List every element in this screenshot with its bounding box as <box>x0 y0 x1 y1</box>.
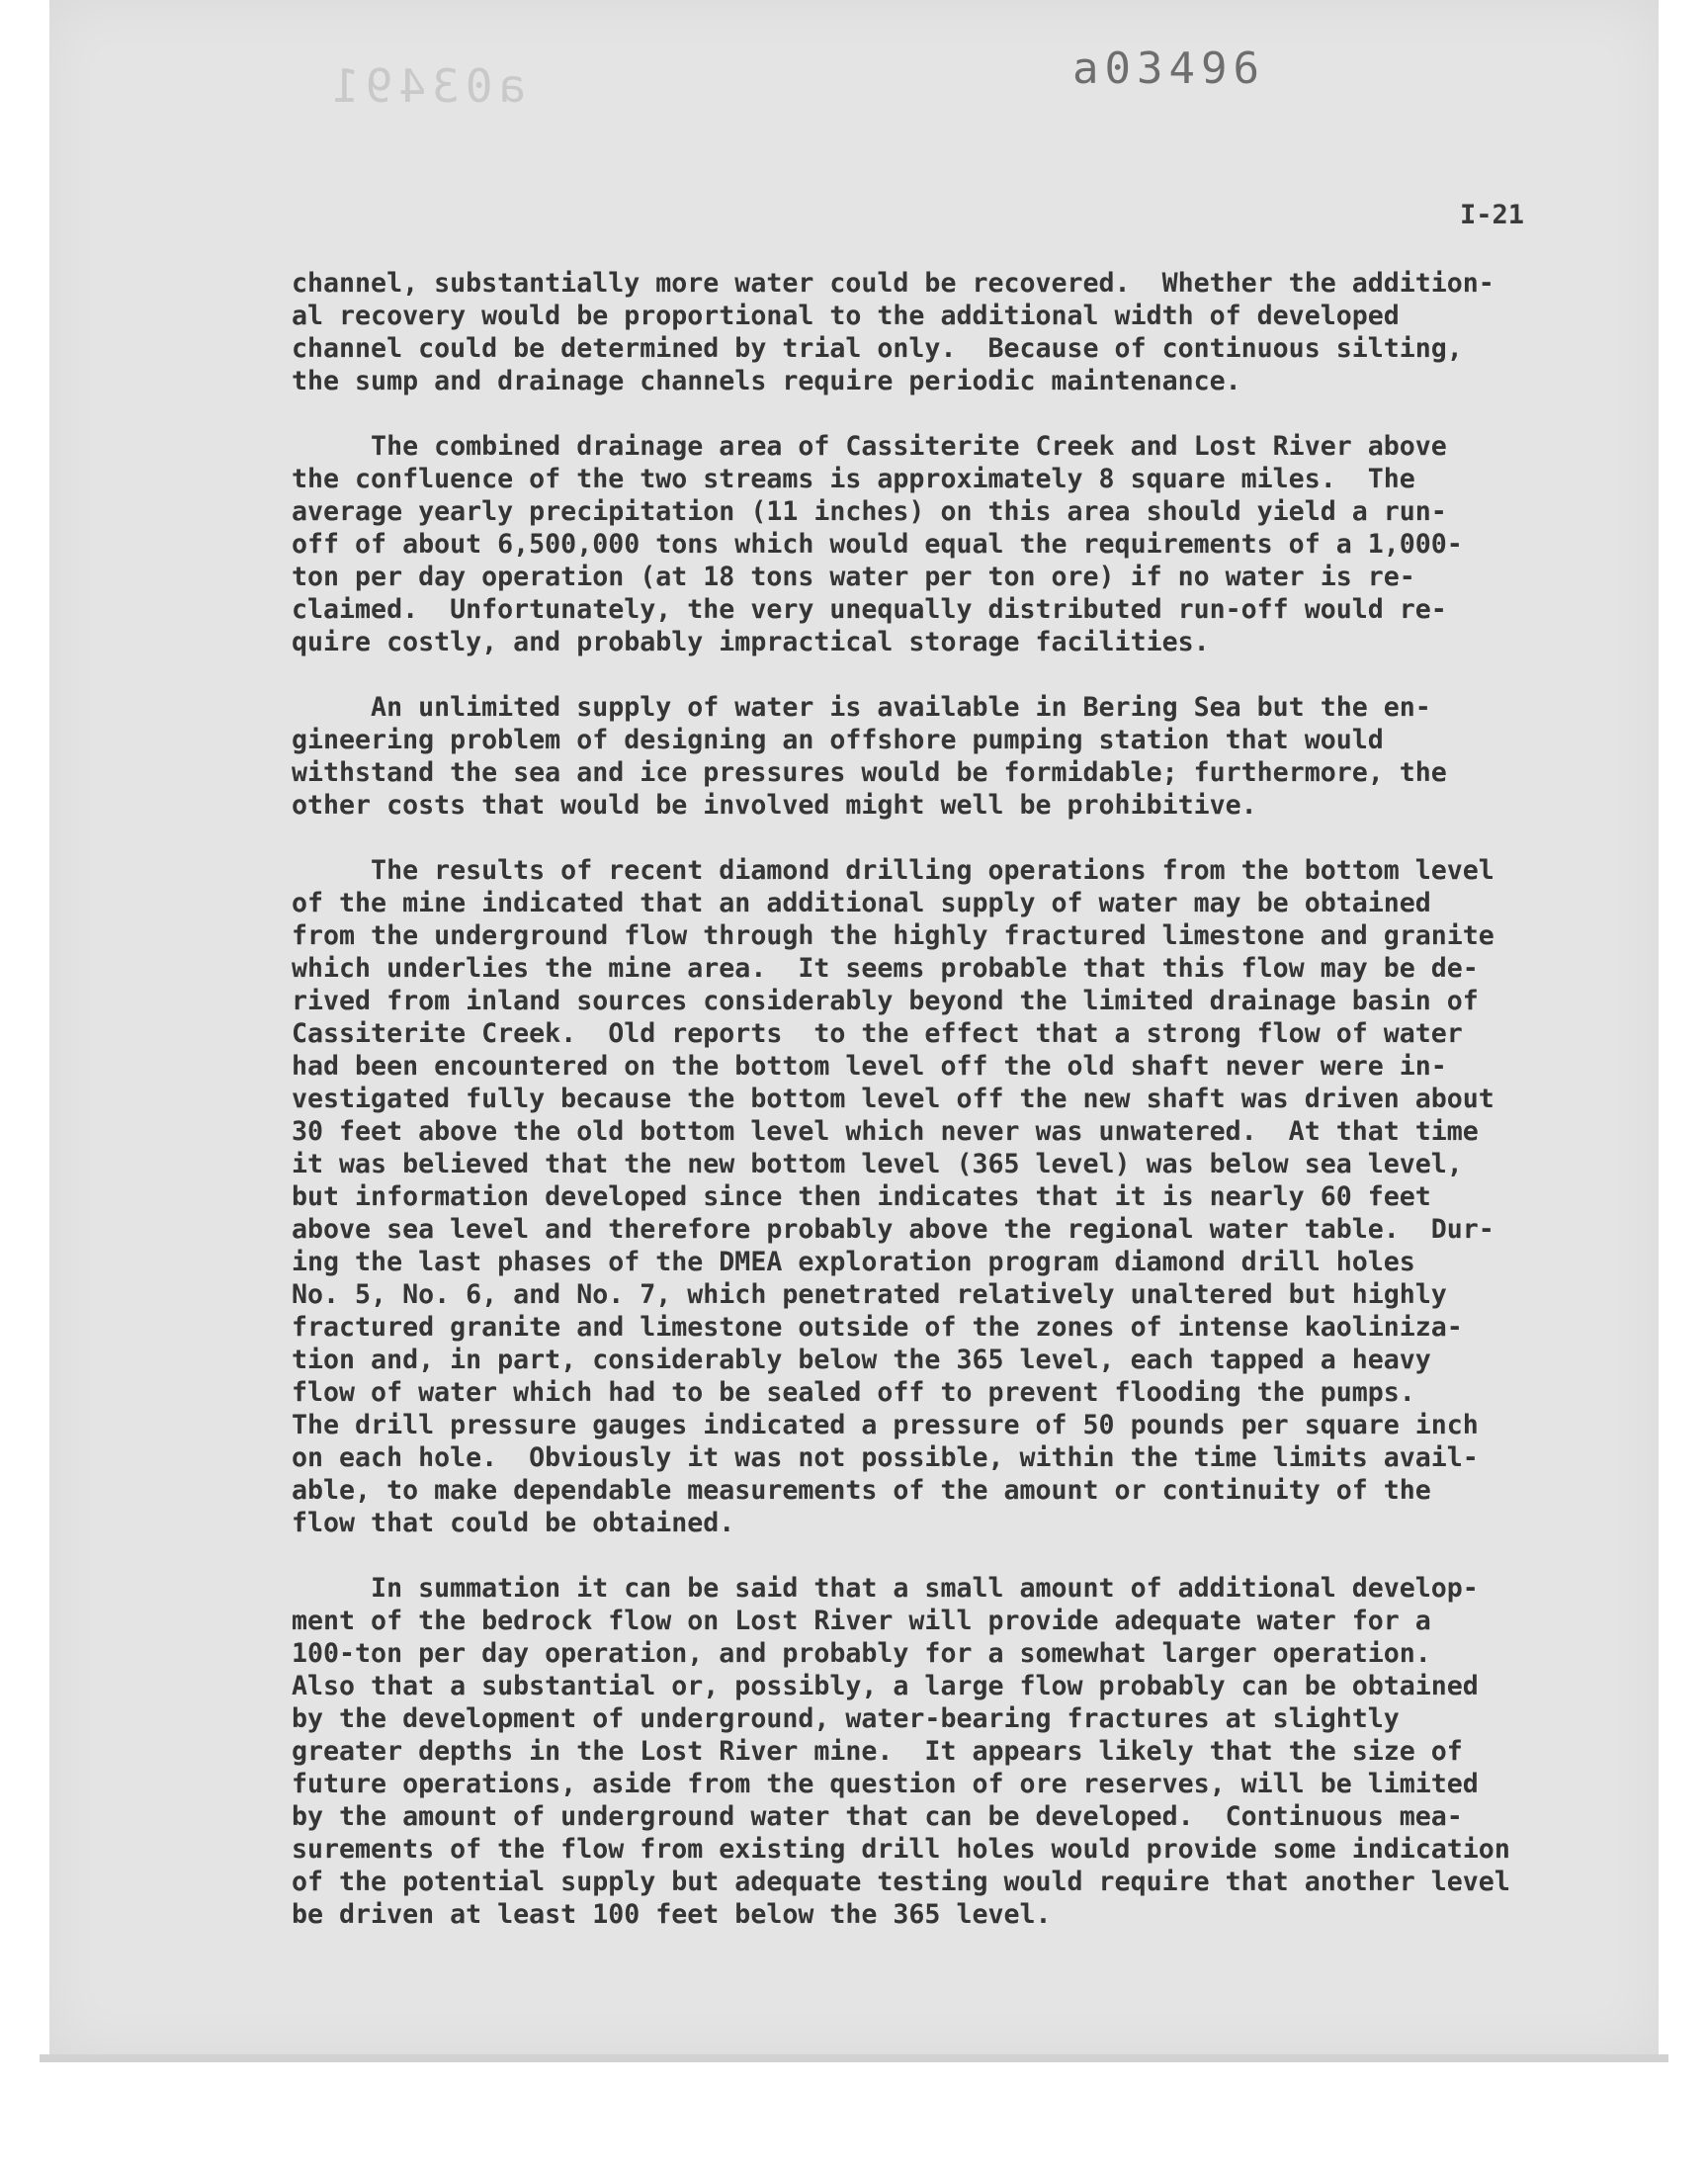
text-line: No. 5, No. 6, and No. 7, which penetrated relatively unaltered but highly <box>292 1279 1447 1310</box>
text-line: ton per day operation (at 18 tons water per ton ore) if no water is re- <box>292 562 1415 592</box>
text-line: 100-ton per day operation, and probably for a somewhat larger operation. <box>292 1638 1431 1669</box>
text-line: the confluence of the two streams is approximately 8 square miles. The <box>292 464 1415 494</box>
text-line: by the development of underground, water-bearing fractures at slightly <box>292 1703 1400 1734</box>
text-line: tion and, in part, considerably below the 365 level, each tapped a heavy <box>292 1345 1431 1375</box>
text-line: The drill pressure gauges indicated a pressure of 50 pounds per square inch <box>292 1410 1479 1440</box>
text-line: it was believed that the new bottom level (365 level) was below sea level, <box>292 1149 1463 1179</box>
text-line: quire costly, and probably impractical storage facilities. <box>292 627 1210 657</box>
text-line: channel, substantially more water could be recovered. Whether the addition- <box>292 268 1494 299</box>
text-line: of the mine indicated that an additional supply of water may be obtained <box>292 888 1431 918</box>
text-line: gineering problem of designing an offshore pumping station that would <box>292 725 1384 755</box>
text-line: The results of recent diamond drilling operations from the bottom level <box>292 855 1494 886</box>
text-line: on each hole. Obviously it was not possible, within the time limits avail- <box>292 1442 1479 1473</box>
document-number-stamp: a03496 <box>1072 44 1265 94</box>
text-line: of the potential supply but adequate testing would require that another level <box>292 1867 1510 1897</box>
text-line: off of about 6,500,000 tons which would equal the requirements of a 1,000- <box>292 529 1463 560</box>
text-line: fractured granite and limestone outside of the zones of intense kaoliniza- <box>292 1312 1463 1343</box>
paragraph <box>292 430 1577 658</box>
text-line: but information developed since then indicates that it is nearly 60 feet <box>292 1181 1431 1212</box>
text-line: able, to make dependable measurements of the amount or continuity of the <box>292 1475 1431 1506</box>
text-line: channel could be determined by trial only. Because of continuous silting, <box>292 333 1463 364</box>
page-bottom-edge <box>40 2054 1668 2062</box>
paragraph <box>292 854 1577 1539</box>
body-text <box>292 267 1577 1963</box>
text-line: withstand the sea and ice pressures would be formidable; furthermore, the <box>292 757 1447 788</box>
text-line: average yearly precipitation (11 inches) on this area should yield a run- <box>292 496 1447 527</box>
paragraph <box>292 1572 1577 1931</box>
text-line: Cassiterite Creek. Old reports to the effect that a strong flow of water <box>292 1018 1463 1049</box>
text-line: vestigated fully because the bottom level off the new shaft was driven about <box>292 1084 1494 1114</box>
text-line: 30 feet above the old bottom level which never was unwatered. At that time <box>292 1116 1479 1147</box>
text-line: be driven at least 100 feet below the 365 level. <box>292 1899 1052 1930</box>
text-line: other costs that would be involved might well be prohibitive. <box>292 790 1257 821</box>
text-line: above sea level and therefore probably above the regional water table. Dur- <box>292 1214 1494 1245</box>
text-line: The combined drainage area of Cassiterite Creek and Lost River above <box>292 431 1447 462</box>
text-line: by the amount of underground water that can be developed. Continuous mea- <box>292 1801 1463 1832</box>
paragraph <box>292 267 1577 397</box>
text-line: flow that could be obtained. <box>292 1508 735 1538</box>
text-line: future operations, aside from the question of ore reserves, will be limited <box>292 1769 1479 1799</box>
text-line: surements of the flow from existing drill holes would provide some indication <box>292 1834 1510 1865</box>
text-line: ment of the bedrock flow on Lost River will provide adequate water for a <box>292 1606 1431 1636</box>
text-line: Also that a substantial or, possibly, a large flow probably can be obtained <box>292 1671 1479 1701</box>
text-line: In summation it can be said that a small amount of additional develop- <box>292 1573 1479 1604</box>
text-line: flow of water which had to be sealed off to prevent flooding the pumps. <box>292 1377 1415 1408</box>
page-number: I-21 <box>1460 200 1525 230</box>
text-line: greater depths in the Lost River mine. It appears likely that the size of <box>292 1736 1463 1767</box>
text-line: from the underground flow through the highly fractured limestone and granite <box>292 920 1494 951</box>
text-line: claimed. Unfortunately, the very unequally distributed run-off would re- <box>292 594 1447 625</box>
text-line: the sump and drainage channels require periodic maintenance. <box>292 366 1241 396</box>
text-line: An unlimited supply of water is available in Bering Sea but the en- <box>292 692 1431 723</box>
faded-document-number-stamp: a03491 <box>326 59 527 113</box>
text-line: rived from inland sources considerably beyond the limited drainage basin of <box>292 986 1479 1016</box>
text-line: ing the last phases of the DMEA exploration program diamond drill holes <box>292 1247 1415 1277</box>
text-line: had been encountered on the bottom level off the old shaft never were in- <box>292 1051 1447 1082</box>
paragraph <box>292 691 1577 822</box>
text-line: which underlies the mine area. It seems probable that this flow may be de- <box>292 953 1479 984</box>
text-line: al recovery would be proportional to the additional width of developed <box>292 301 1400 331</box>
